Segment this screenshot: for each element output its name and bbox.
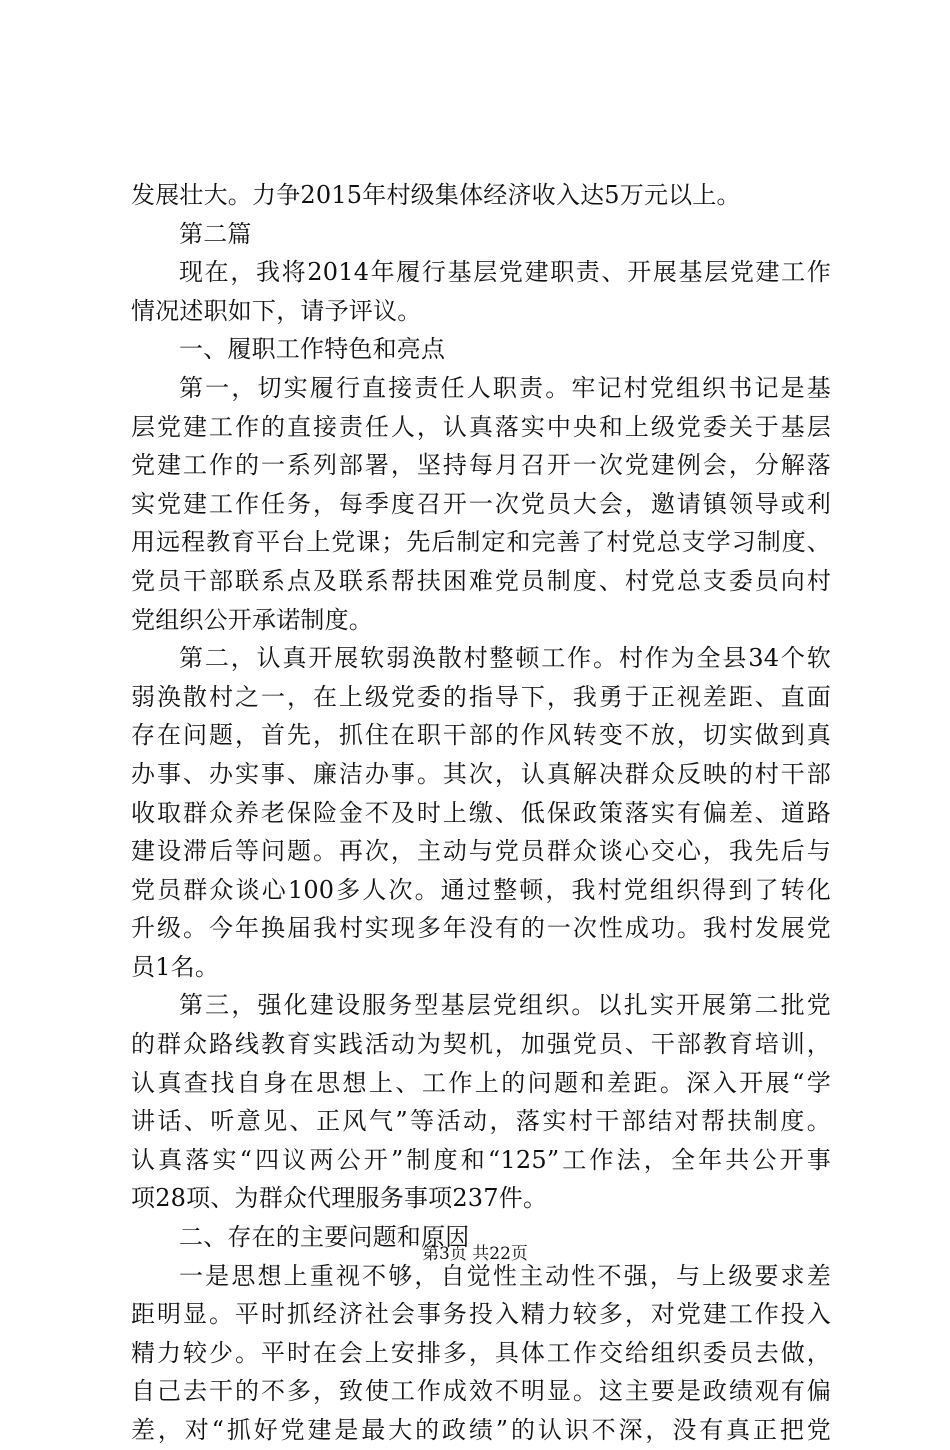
text-line: 第三，强化建设服务型基层党组织。以扎实开展第二批党: [179, 991, 831, 1020]
text-line: 现在，我将2014年履行基层党建职责、开展基层党建工作: [179, 258, 831, 287]
text-line: 收取群众养老保险金不及时上缴、低保政策落实有偏差、道路: [131, 798, 831, 827]
text-line: 弱涣散村之一，在上级党委的指导下，我勇于正视差距、直面: [131, 682, 831, 711]
text-line: 认真查找自身在思想上、工作上的问题和差距。深入开展“学: [131, 1068, 831, 1097]
text-line: 认真落实“四议两公开”制度和“125”工作法，全年共公开事: [131, 1145, 831, 1174]
text-line: 项28项、为群众代理服务事项237件。: [131, 1184, 548, 1213]
text-line: 党员群众谈心100多人次。通过整顿，我村党组织得到了转化: [131, 875, 831, 904]
page-number-footer: 第3页 共22页: [422, 1244, 528, 1264]
text-line: 实党建工作任务，每季度召开一次党员大会，邀请镇领导或利: [131, 489, 831, 518]
text-line: 第一，切实履行直接责任人职责。牢记村党组织书记是基: [179, 373, 831, 402]
text-line: 层党建工作的直接责任人，认真落实中央和上级党委关于基层: [131, 412, 831, 441]
text-line: 用远程教育平台上党课；先后制定和完善了村党总支学习制度、: [131, 528, 831, 557]
text-line: 第二篇: [179, 219, 252, 248]
text-line: 差，对“抓好党建是最大的政绩”的认识不深，没有真正把党: [131, 1416, 831, 1444]
text-line: 情况述职如下，请予评议。: [131, 296, 422, 325]
text-line: 发展壮大。力争2015年村级集体经济收入达5万元以上。: [131, 181, 741, 209]
text-line: 精力较少。平时在会上安排多，具体工作交给组织委员去做，: [131, 1338, 831, 1367]
text-line: 一是思想上重视不够，自觉性主动性不强，与上级要求差: [179, 1261, 831, 1290]
text-line: 自己去干的不多，致使工作成效不明显。这主要是政绩观有偏: [131, 1377, 831, 1406]
text-line: 办事、办实事、廉洁办事。其次，认真解决群众反映的村干部: [131, 759, 831, 788]
text-line: 讲话、听意见、正风气”等活动，落实村干部结对帮扶制度。: [131, 1107, 831, 1136]
text-line: 党组织公开承诺制度。: [131, 605, 373, 634]
text-line: 党员干部联系点及联系帮扶困难党员制度、村党总支委员向村: [131, 566, 831, 595]
text-line: 二、存在的主要问题和原因: [179, 1223, 470, 1252]
text-line: 的群众路线教育实践活动为契机，加强党员、干部教育培训，: [131, 1030, 831, 1059]
text-line: 升级。今年换届我村实现多年没有的一次性成功。我村发展党: [131, 914, 831, 943]
text-line: 党建工作的一系列部署，坚持每月召开一次党建例会，分解落: [131, 451, 831, 480]
text-line: 一、履职工作特色和亮点: [179, 335, 446, 364]
text-line: 员1名。: [131, 952, 220, 981]
text-line: 距明显。平时抓经济社会事务投入精力较多，对党建工作投入: [131, 1300, 831, 1329]
text-line: 建设滞后等问题。再次，主动与党员群众谈心交心，我先后与: [131, 837, 831, 866]
text-line: 第二，认真开展软弱涣散村整顿工作。村作为全县34个软: [179, 644, 831, 673]
text-line: 存在问题，首先，抓住在职干部的作风转变不放，切实做到真: [131, 721, 831, 750]
